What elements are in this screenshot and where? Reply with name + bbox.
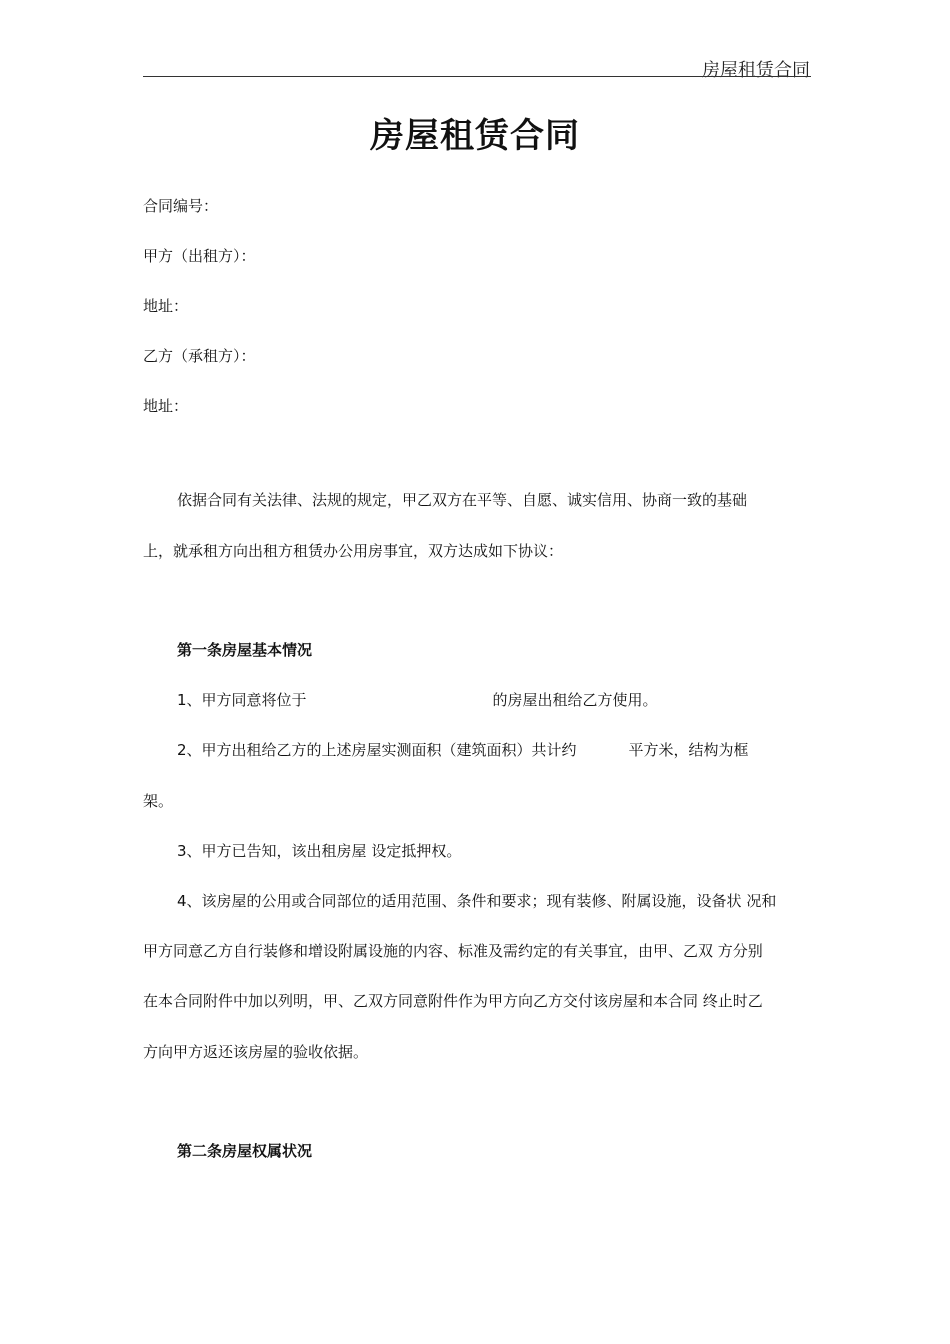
- article-1-item-4-line-3: 在本合同附件中加以列明，甲、乙双方同意附件作为甲方向乙方交付该房屋和本合同 终止时乙: [143, 992, 763, 1010]
- party-a-field: 甲方（出租方）：: [143, 247, 256, 265]
- article-1-item-4-line-4: 方向甲方返还该房屋的验收依据。: [143, 1043, 369, 1061]
- running-header-title: 房屋租赁合同: [702, 60, 810, 81]
- preamble-line-1: 依据合同有关法律、法规的规定，甲乙双方在平等、自愿、诚实信用、协商一致的基础: [177, 491, 748, 509]
- item-1-text-end: 的房屋出租给乙方使用。: [492, 691, 658, 709]
- document-title: 房屋租赁合同: [370, 116, 580, 156]
- party-a-address-field: 地址：: [143, 297, 189, 315]
- party-b-field: 乙方（承租方）：: [143, 347, 256, 365]
- article-1-heading: 第一条房屋基本情况: [177, 641, 313, 659]
- item-1-text-start: 1、甲方同意将位于: [177, 691, 307, 709]
- item-2-text-end: 平方米，结构为框: [628, 741, 749, 759]
- preamble-line-2: 上，就承租方向出租方租赁办公用房事宜，双方达成如下协议：: [143, 542, 564, 560]
- article-1-item-2-continued: 架。: [143, 792, 174, 810]
- party-b-address-field: 地址：: [143, 397, 189, 415]
- article-2-heading: 第二条房屋权属状况: [177, 1142, 313, 1160]
- item-2-text-start: 2、甲方出租给乙方的上述房屋实测面积（建筑面积）共计约: [177, 741, 577, 759]
- article-1-item-2: [177, 739, 749, 760]
- article-1-item-3: 3、甲方已告知，该出租房屋 设定抵押权。: [177, 842, 462, 860]
- article-1-item-4-line-1: 4、该房屋的公用或合同部位的适用范围、条件和要求；现有装修、附属设施，设备状 况和: [177, 892, 777, 910]
- article-1-item-1: [177, 689, 658, 710]
- contract-number-field: 合同编号：: [143, 197, 219, 215]
- article-1-item-4-line-2: 甲方同意乙方自行装修和增设附属设施的内容、标准及需约定的有关事宜，由甲、乙双 方分别: [143, 942, 763, 960]
- header-divider: [143, 76, 811, 77]
